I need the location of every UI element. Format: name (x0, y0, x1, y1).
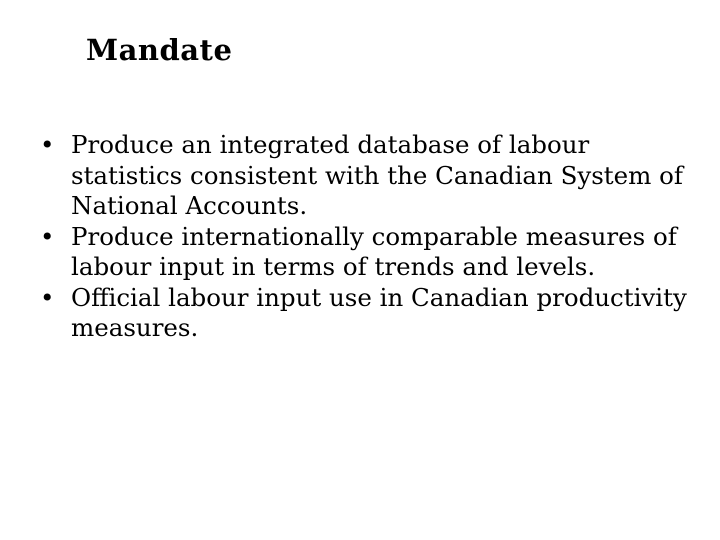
bullet-icon: • (40, 282, 55, 312)
bullet-list (40, 130, 690, 344)
bullet-item-database (40, 130, 690, 222)
bullet-icon: • (40, 130, 55, 159)
slide-title: Mandate (86, 33, 233, 67)
bullet-text: Official labour input use in Canadian productivity measures. (71, 282, 687, 342)
bullet-text: Produce internationally comparable measures of labour input in terms of trends and levels. (71, 221, 677, 281)
bullet-item-international-measures (40, 222, 690, 283)
bullet-item-productivity (40, 283, 690, 344)
bullet-icon: • (40, 221, 55, 251)
bullet-text: Produce an integrated database of labour statistics consistent with the Canadian System of National Accounts. (71, 130, 683, 220)
